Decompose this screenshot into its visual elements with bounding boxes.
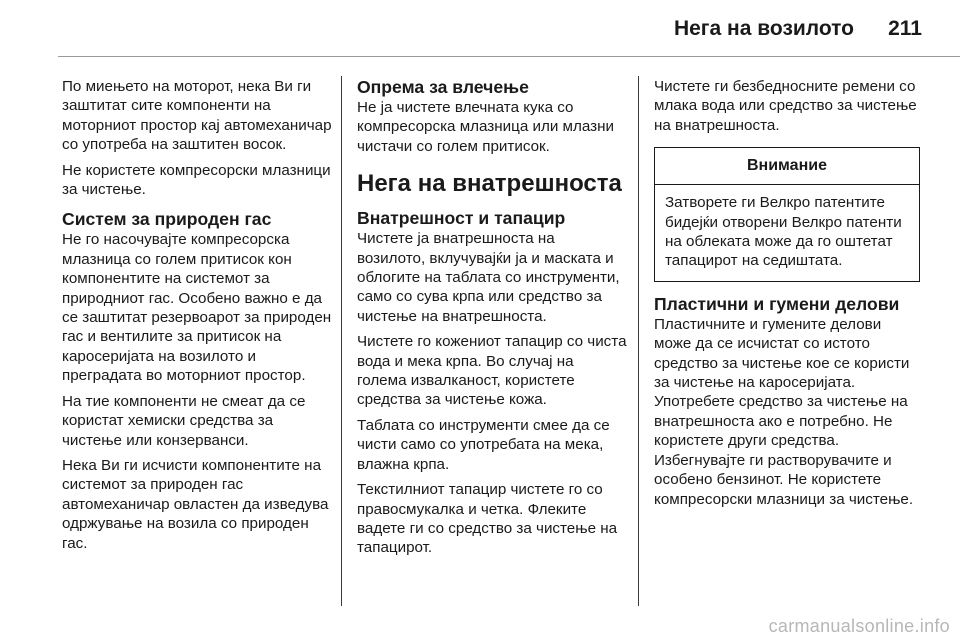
- paragraph-no-chemicals: На тие компоненти не смеат да се користат хемиски средства за чистење или конзерванси.: [62, 392, 306, 449]
- warning-box: [654, 147, 920, 282]
- page-number: 211: [888, 17, 922, 40]
- column-divider-right: [638, 76, 639, 606]
- paragraph-textile: Текстилниот тапацир чистете го со правосмукалка и четка. Флеките вадете ги со средство за чистење на тапацирот.: [357, 481, 618, 557]
- paragraph-seat-belts: Чистете ги безбедносните ремени со млака вода или средство за чистење на внатрешноста.: [654, 78, 917, 134]
- header-title: Нега на возилото: [673, 17, 854, 40]
- warning-text: Затворете ги Велкро патентите бидејќи отворени Велкро патенти на облеката може да го оштетат тапацирот на седиштата.: [665, 194, 902, 270]
- paragraph-tow-hook: Не ја чистете влечната кука со компресорска млазница или млазни чистачи со голем притисок.: [357, 99, 614, 155]
- heading-interior-care: Нега на внатрешноста: [357, 170, 622, 198]
- paragraph-authorized-service: Нека Ви ги исчисти компонентите на системот за природен гас автомеханичар овластен да изведува одржување на возила со природен гас.: [62, 456, 329, 552]
- paragraph-no-jet: Не користете компресорски млазници за чистење.: [62, 161, 331, 199]
- heading-natural-gas-system: Систем за природен гас: [62, 209, 272, 230]
- heading-towing-equipment: Опрема за влечење: [357, 77, 529, 97]
- paragraph-leather: Чистете го кожениот тапацир со чиста вода и мека крпа. Во случај на голема извалканост, користете средства за чистење кожа.: [357, 333, 627, 409]
- column-right: [654, 77, 920, 515]
- paragraph-instrument-panel: Таблата со инструменти смее да се чисти само со употребата на мека, влажна крпа.: [357, 416, 610, 473]
- column-middle: [357, 77, 627, 564]
- paragraph-interior-cleaning: Чистете ја внатрешноста на возилото, вклучувајќи ја и маската и облогите на таблата со инструменти, само со сува крпа или средство за чистење на внатрешноста.: [357, 230, 620, 325]
- paragraph-engine-wax: По миењето на моторот, нека Ви ги заштитат сите компоненти на моторниот простор кај автомеханичар со употреба на заштитен восок.: [62, 78, 332, 154]
- paragraph-plastic-rubber: Пластичните и гумените делови може да се исчистат со истото средство за чистење кое се користи за чистење на каросеријата. Употребете средство за чистење на внатрешноста ако е потребно. Не користете други средства. Избегнувајте ги растворувачите и особено бензинот. Не користете компресорски млазници за чистење.: [654, 315, 914, 508]
- header-divider: [58, 56, 960, 57]
- paragraph-gas-components: Не го насочувајте компресорска млазница со голем притисок кон компонентите на системот за природниот гас. Особено важно е да се заштитат резервоарот за природен гас и вентилите за притисок на каросеријата на возилото и преградата во моторниот простор.: [62, 231, 332, 385]
- page-header: [0, 0, 960, 56]
- heading-interior-upholstery: Внатрешност и тапацир: [357, 208, 566, 229]
- warning-title: Внимание: [655, 148, 919, 185]
- heading-plastic-rubber: Пластични и гумени делови: [654, 293, 900, 314]
- column-left: [62, 77, 332, 559]
- watermark: carmanualsonline.info: [768, 616, 950, 636]
- column-divider-left: [341, 76, 342, 606]
